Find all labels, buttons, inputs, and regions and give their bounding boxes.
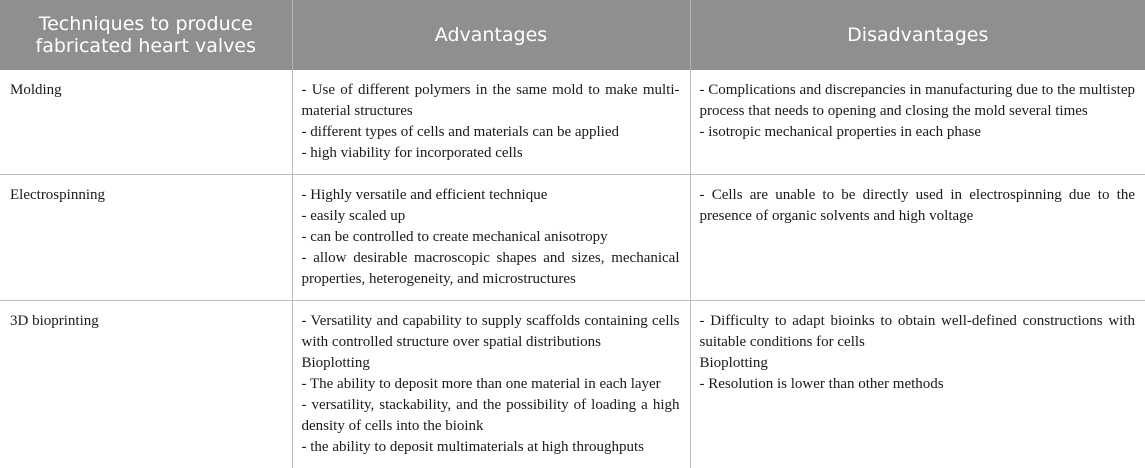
advantages-cell: [292, 301, 690, 468]
table-row-molding: [0, 70, 1145, 175]
header-technique: Techniques to produce fabricated heart valves: [0, 0, 292, 70]
disadvantages-cell: [690, 70, 1145, 175]
disadvantage-item: - Resolution is lower than other methods: [700, 374, 1136, 395]
table-header: [0, 0, 1145, 70]
table-row-electrospinning: [0, 175, 1145, 301]
advantage-item: - Highly versatile and efficient technique: [302, 185, 680, 206]
advantages-cell: [292, 70, 690, 175]
advantage-item: - Versatility and capability to supply scaffolds containing cells with controlled structure over spatial distributions: [302, 311, 680, 353]
table-row-3d-bioprinting: [0, 301, 1145, 468]
advantage-item: - can be controlled to create mechanical anisotropy: [302, 227, 680, 248]
technique-cell: Electrospinning: [0, 175, 292, 301]
subheading-bioplotting: Bioplotting: [700, 353, 1136, 374]
disadvantages-cell: [690, 301, 1145, 468]
advantage-item: - different types of cells and materials can be applied: [302, 122, 680, 143]
advantage-item: - Use of different polymers in the same mold to make multi-material structures: [302, 80, 680, 122]
header-advantages: Advantages: [292, 0, 690, 70]
technique-cell: 3D bioprinting: [0, 301, 292, 468]
disadvantages-cell: [690, 175, 1145, 301]
advantage-item: - high viability for incorporated cells: [302, 143, 680, 164]
advantage-item: - versatility, stackability, and the possibility of loading a high density of cells into the bioink: [302, 395, 680, 437]
technique-cell: Molding: [0, 70, 292, 175]
header-disadvantages: Disadvantages: [690, 0, 1145, 70]
disadvantage-item: - Cells are unable to be directly used in electrospinning due to the presence of organic solvents and high voltage: [700, 185, 1136, 227]
disadvantage-item: - isotropic mechanical properties in each phase: [700, 122, 1136, 143]
advantage-item: - easily scaled up: [302, 206, 680, 227]
advantages-cell: [292, 175, 690, 301]
table-body: [0, 70, 1145, 468]
disadvantage-item: - Complications and discrepancies in manufacturing due to the multistep process that needs to opening and closing the mold several times: [700, 80, 1136, 122]
advantage-item: - The ability to deposit more than one material in each layer: [302, 374, 680, 395]
advantage-item: - allow desirable macroscopic shapes and sizes, mechanical properties, heterogeneity, and microstructures: [302, 248, 680, 290]
header-row: [0, 0, 1145, 70]
disadvantage-item: - Difficulty to adapt bioinks to obtain well-defined constructions with suitable conditions for cells: [700, 311, 1136, 353]
advantage-item: - the ability to deposit multimaterials at high throughputs: [302, 437, 680, 458]
subheading-bioplotting: Bioplotting: [302, 353, 680, 374]
